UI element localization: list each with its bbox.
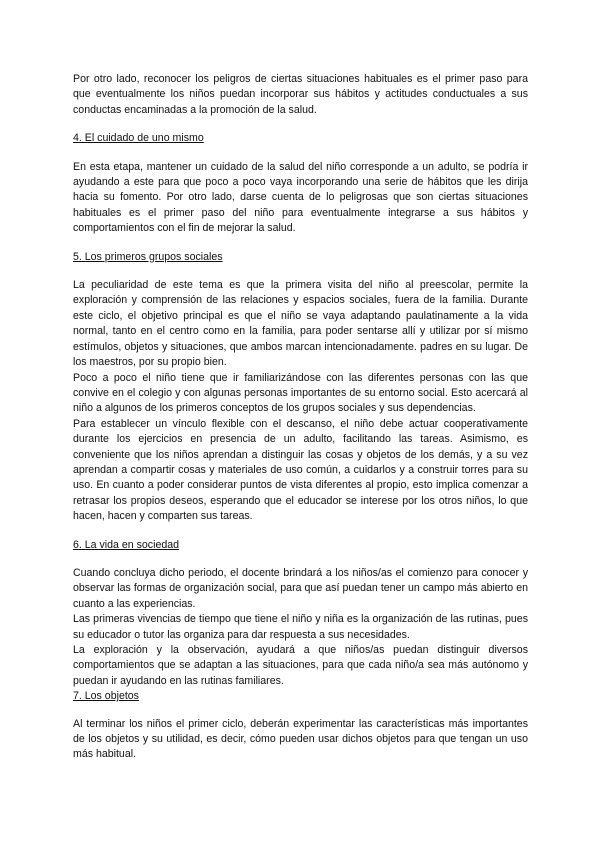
intro-paragraph: Por otro lado, reconocer los peligros de ciertas situaciones habituales es el primer paso para que eventualmente los niños puedan incorporar sus hábitos y actitudes conductuales a sus conductas encaminadas a la promoción de la salud. [73, 73, 528, 116]
section-6-paragraph-3: La exploración y la observación, ayudará a que niños/as puedan distinguir diversos comportamientos que se adaptan a las situaciones, para que cada niño/a sea más autónomo y puedan ir ayudando en las rutinas familiares. [73, 644, 528, 687]
section-4-heading: 4. El cuidado de uno mismo [73, 132, 204, 145]
section-6-heading: 6. La vida en sociedad [73, 538, 180, 551]
section-7-paragraph: Al terminar los niños el primer ciclo, deberán experimentar las características más importantes de los objetos y su utilidad, es decir, cómo pueden usar dichos objetos para que tengan un uso más habitual. [73, 717, 528, 761]
section-6-paragraph-2: Las primeras vivencias de tiempo que tiene el niño y niña es la organización de las rutinas, pues su educador o tutor las organiza para dar respuesta a sus necesidades. [73, 613, 528, 641]
section-5-heading: 5. Los primeros grupos sociales [73, 250, 223, 263]
document-page [73, 72, 528, 763]
section-5-paragraph-1: La peculiaridad de este tema es que la primera visita del niño al preescolar, permite la exploración y comprensión de las relaciones y espacios sociales, fuera de la familia. Durante este ciclo, el objetivo principal es que el niño se vaya adaptando paulatinamente a la vida normal, tanto en el centro como en la familia, para poder sentarse allí y utilizar por sí mismo estímulos, objetos y situaciones, que ambos marcan intencionadamente. padres en su lugar. De los maestros, por su propio bien. [73, 279, 528, 369]
section-5-paragraph-2: Poco a poco el niño tiene que ir familiarizándose con las diferentes personas con las que convive en el colegio y con algunas personas importantes de su entorno social. Esto acercará al niño a algunos de los primeros conceptos de los grupos sociales y sus dependencias. [73, 371, 528, 415]
section-7-heading: 7. Los objetos [73, 690, 139, 703]
section-4-paragraph: En esta etapa, mantener un cuidado de la salud del niño corresponde a un adulto, se podría ir ayudando a este para que poco a poco vaya incorporando una serie de hábitos que les dirija hacia su fomento. Por otro lado, darse cuenta de lo peligrosas que son ciertas situaciones habituales es el primer paso del niño para eventualmente integrarse a sus hábitos y comportamientos con el fin de mejorar la salud. [73, 160, 528, 235]
section-5-paragraph-3: Para establecer un vínculo flexible con el descanso, el niño debe actuar cooperativamente durante los ejercicios en presencia de un adulto, facilitando las tareas. Asimismo, es conveniente que los niños aprendan a distinguir las cosas y objetos de los demás, y a su vez aprendan a compartir cosas y materiales de uso común, a cuidarlos y a construir torres para su uso. En cuanto a poder considerar puntos de vista diferentes al propio, esto implica comenzar a retrasar los propios deseos, esperando que el educador se interese por los otros niños, lo que hacen, hacen y comparten sus tareas. [73, 417, 528, 523]
section-6-paragraph-1: Cuando concluya dicho periodo, el docente brindará a los niños/as el comienzo para conocer y observar las formas de organización social, para que así puedan tener un campo más abierto en cuanto a las experiencias. [73, 566, 528, 610]
